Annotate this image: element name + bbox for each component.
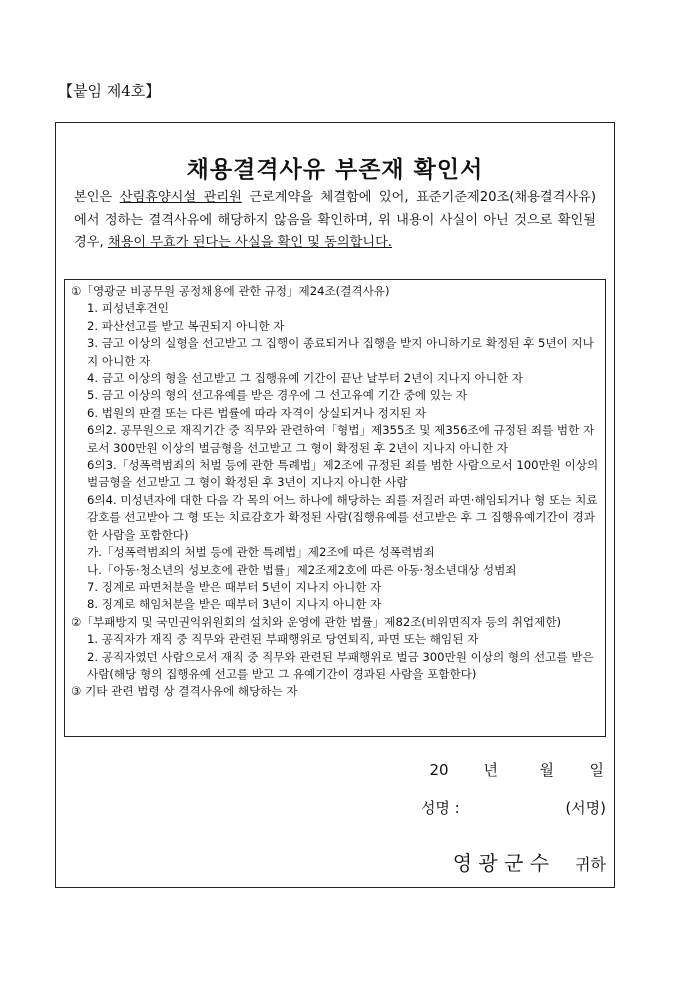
intro-part1: 본인은 <box>74 190 120 205</box>
section1-item: 6의2. 공무원으로 재직기간 중 직무와 관련하여「형법」제355조 및 제356조에 규정된 죄를 범한 자로서 300만원 이상의 벌금형을 선고받고 그 형이 확정된 후 2년이 지나지 아니한 자 <box>87 423 595 455</box>
section1-item: 6의4. 미성년자에 대한 다음 각 목의 어느 하나에 해당하는 죄를 저질러 파면·해임되거나 형 또는 치료감호를 선고받아 그 형 또는 치료감호가 확정된 사람(집행유예를 선고받은 후 그 집행유예기간이 경과한 사람을 포함한다) <box>87 492 598 542</box>
intro-part2: 근로계약을 체결함에 있어, 표준기준제20조(채용결격사유)에서 정하는 결격사유에 해당하지 않음을 확인하며, 위 내용이 사실이 아닌 것으로 확인될 경우, <box>74 190 597 250</box>
date-year-prefix: 20 <box>429 761 449 779</box>
date-year-label: 년 <box>483 761 498 779</box>
section1-item: 4. 금고 이상의 형을 선고받고 그 집행유예 기간이 끝난 날부터 2년이 지나지 아니한 자 <box>87 371 523 386</box>
section1-item: 가.「성폭력범죄의 처벌 등에 관한 특례법」제2조에 따른 성폭력범죄 <box>87 545 435 560</box>
section2-heading: ②「부패방지 및 국민권익위원회의 설치와 운영에 관한 법률」제82조(비위면직자 등의 취업제한) <box>71 614 562 629</box>
date-line <box>430 759 605 780</box>
name-label: 성명 : <box>420 799 460 817</box>
document-frame <box>55 122 615 888</box>
intro-position: 산림휴양시설 관리원 <box>119 190 242 205</box>
recipient-name: 영 광 군 수 <box>452 851 550 875</box>
attachment-label: 【붙임 제4호】 <box>58 82 161 100</box>
section2-item: 1. 공직자가 재직 중 직무와 관련된 부패행위로 당연퇴직, 파면 또는 해임된 자 <box>87 632 479 647</box>
sign-label: (서명) <box>565 799 606 817</box>
disqualification-box <box>64 279 606 737</box>
section1-item: 3. 금고 이상의 실형을 선고받고 그 집행이 종료되거나 집행을 받지 아니하기로 확정된 후 5년이 지나지 아니한 자 <box>87 336 594 368</box>
section2-item: 2. 공직자였던 사람으로서 재직 중 직무와 관련된 부패행위로 벌금 300만원 이상의 형의 선고를 받은 사람(해당 형의 집행유예 선고를 받고 그 유예기간이 경과된 사람을 포함한다) <box>87 649 594 681</box>
section1-item: 7. 징계로 파면처분을 받은 때부터 5년이 지나지 아니한 자 <box>87 579 382 594</box>
signature-line <box>421 797 606 818</box>
intro-agreement: 채용이 무효가 된다는 사실을 확인 및 동의합니다. <box>107 235 392 250</box>
section1-item: 8. 징계로 해임처분을 받은 때부터 3년이 지나지 아니한 자 <box>87 597 382 612</box>
document-title: 채용결격사유 부존재 확인서 <box>186 157 484 183</box>
section1-item: 6. 법원의 판결 또는 다른 법률에 따라 자격이 상실되거나 정지된 자 <box>87 405 427 420</box>
date-day-label: 일 <box>589 761 604 779</box>
section3-heading: ③ 기타 관련 법령 상 결격사유에 해당하는 자 <box>71 684 298 699</box>
section1-heading: ①「영광군 비공무원 공정채용에 관한 규정」제24조(결격사유) <box>71 284 390 298</box>
section1-item: 5. 금고 이상의 형의 선고유예를 받은 경우에 그 선고유예 기간 중에 있는 자 <box>87 388 468 403</box>
intro-paragraph <box>74 187 596 255</box>
section1-item: 2. 파산선고를 받고 복권되지 아니한 자 <box>87 318 285 333</box>
recipient-line <box>453 847 606 876</box>
section1-item: 나.「아동·청소년의 성보호에 관한 법률」제2조제2호에 따른 아동·청소년대상 성범죄 <box>87 562 517 577</box>
section1-item: 6의3.「성폭력범죄의 처벌 등에 관한 특례법」제2조에 규정된 죄를 범한 사람으로서 100만원 이상의 벌금형을 선고받고 그 형이 확정된 후 3년이 지나지 아니한 사람 <box>87 458 599 490</box>
date-month-label: 월 <box>539 761 554 779</box>
recipient-suffix: 귀하 <box>575 855 606 874</box>
section1-item: 1. 피성년후견인 <box>87 301 169 316</box>
